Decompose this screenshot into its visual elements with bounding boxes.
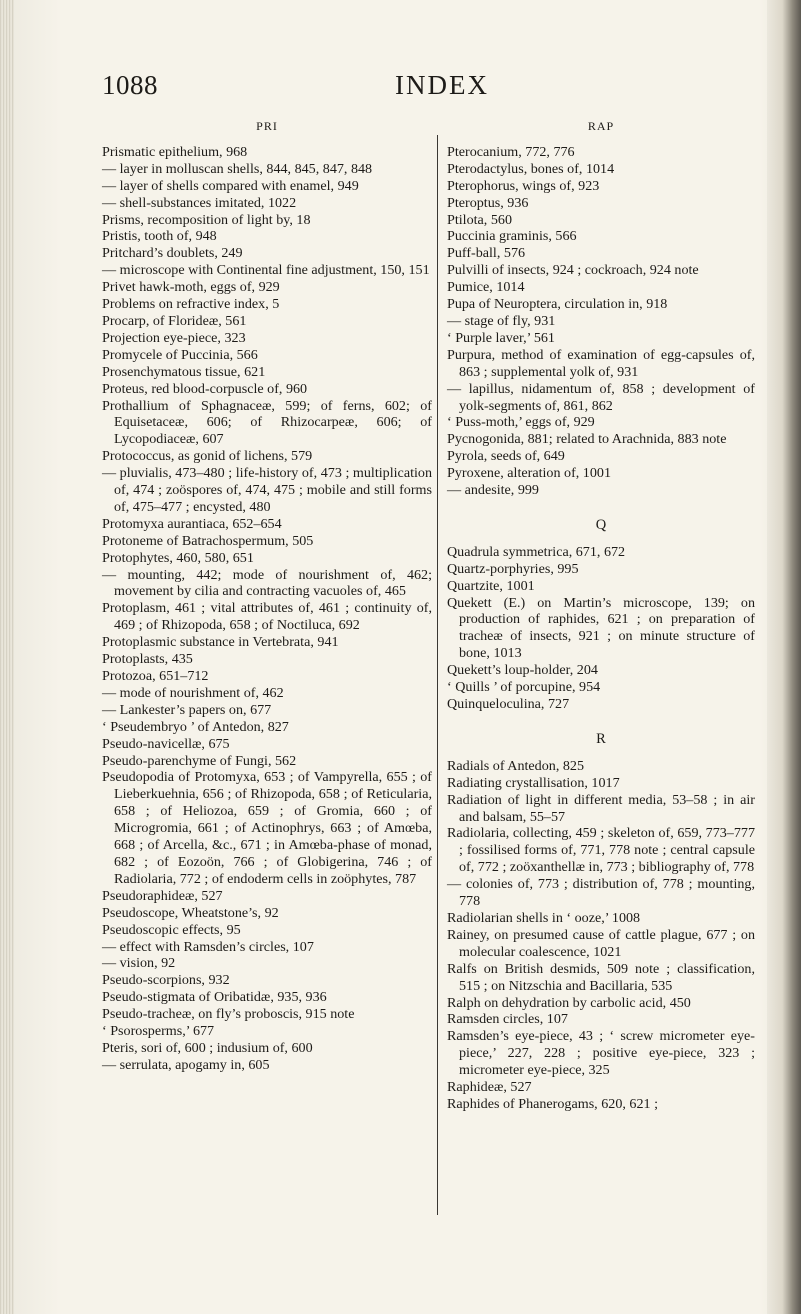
index-entry: — andesite, 999 [447,482,539,499]
column-divider [437,135,438,1215]
index-entry: Promycele of Puccinia, 566 [102,346,258,363]
index-entry: Protozoa, 651–712 [102,668,209,684]
index-entry: Protophytes, 460, 580, 651 [102,549,254,566]
index-entry: Pseudopodia of Protomyxa, 653 ; of Vampyrella, 655 ; of Lieberkuehnia, 656 ; of Rhizopoda, 658 ; of Reticularia, 658 ; of Heliozoa, 659 ; of Gromia, 660 ; of Microgromia, 661 ; of Actinophrys, 663 ; of Amœba, 668 ; of Arcella, &c., 671 ; in Amœba-phase of monad, 682 ; of Eozoön, 766 ; of Globigerina, 746 ; of Radiolaria, 772 ; of endoderm cells in zoöphytes, 787 [102,769,432,887]
index-entry: Quekett (E.) on Martin’s microscope, 139; on production of raphides, 621 ; on preparation of tracheæ of insects, 921 ; on minute structure of bone, 1013 [447,594,755,662]
index-entry: Ramsden’s eye-piece, 43 ; ‘ screw micrometer eye-piece,’ 227, 228 ; positive eye-piece, 323 ; micrometer eye-piece, 325 [447,1028,755,1079]
index-entry: Ramsden circles, 107 [447,1011,568,1028]
q-entry-list [447,544,755,713]
index-entry: Pteris, sori of, 600 ; indusium of, 600 [102,1039,313,1056]
index-entry: Pycnogonida, 881; related to Arachnida, 883 note [447,431,727,448]
index-entry: — vision, 92 [102,955,176,972]
left-guide-word: PRI [256,119,278,133]
index-entry: Pseudo-scorpions, 932 [102,972,230,989]
r-entry-list [447,758,755,1113]
index-entry: Radiation of light in different media, 53–58 ; in air and balsam, 55–57 [447,791,755,825]
index-entry: Problems on refractive index, 5 [102,296,280,313]
index-entry: — pluvialis, 473–480 ; life-history of, 473 ; multiplication of, 474 ; zoöspores of, 474, 475 ; mobile and still forms of, 475–477 ; encysted, 480 [102,465,432,515]
index-entry: Raphideæ, 527 [447,1079,532,1096]
index-entry: Pristis, tooth of, 948 [102,228,217,245]
index-entry: — shell-substances imitated, 1022 [102,194,297,211]
index-entry: Prothallium of Sphagnaceæ, 599; of ferns, 602; of Equisetaceæ, 606; of Rhizocarpeæ, 606; of Lycopodiaceæ, 607 [102,397,432,448]
left-entry-list [102,144,432,1074]
index-entry: Privet hawk-moth, eggs of, 929 [102,279,280,296]
index-entry: Puff-ball, 576 [447,245,526,262]
index-entry: Protoplasm, 461 ; vital attributes of, 461 ; continuity of, 469 ; of Rhizopoda, 658 ; of Noctiluca, 692 [102,600,432,634]
index-entry: Pseudo-tracheæ, on fly’s proboscis, 915 note [102,1006,355,1023]
index-entry: Procarp, of Florideæ, 561 [102,312,247,329]
section-letter-r: R [596,730,606,747]
index-entry: Proteus, red blood-corpuscle of, 960 [102,380,308,397]
index-entry: — lapillus, nidamentum of, 858 ; development of yolk-segments of, 861, 862 [447,380,755,414]
index-entry: — effect with Ramsden’s circles, 107 [102,938,314,955]
index-entry: Pritchard’s doublets, 249 [102,245,243,262]
index-entry: Pupa of Neuroptera, circulation in, 918 [447,296,668,313]
index-entry: Projection eye-piece, 323 [102,329,246,346]
index-entry: — serrulata, apogamy in, 605 [102,1056,270,1073]
index-entry: Prisms, recomposition of light by, 18 [102,211,311,228]
index-entry: Radiating crystallisation, 1017 [447,774,620,791]
right-guide-word: RAP [587,119,615,133]
index-entry: Raphides of Phanerogams, 620, 621 ; [447,1095,658,1112]
page-edge-shadow [767,0,801,1314]
index-entry: — layer in molluscan shells, 844, 845, 847, 848 [102,160,373,177]
index-entry: Radiolarian shells in ‘ ooze,’ 1008 [447,909,641,926]
index-entry: Protoplasmic substance in Vertebrata, 941 [102,634,339,651]
index-entry: ‘ Psorosperms,’ 677 [102,1023,215,1040]
index-entry: Ralph on dehydration by carbolic acid, 450 [447,994,691,1011]
index-entry: Protoplasts, 435 [102,651,193,668]
index-entry: ‘ Puss-moth,’ eggs of, 929 [447,414,595,431]
index-entry: Protomyxa aurantiaca, 652–654 [102,515,282,532]
index-entry: ‘ Quills ’ of porcupine, 954 [447,679,601,696]
index-entry: Purpura, method of examination of egg-capsules of, 863 ; supplemental yolk of, 931 [447,346,755,380]
index-entry: Pseudo-navicellæ, 675 [102,735,230,752]
index-entry: Prosenchymatous tissue, 621 [102,363,266,380]
index-entry: Pteroptus, 936 [447,194,529,211]
index-entry: — colonies of, 773 ; distribution of, 778 ; mounting, 778 [447,876,755,910]
index-entry: Pseudoraphideæ, 527 [102,887,223,904]
index-entry: Pterodactylus, bones of, 1014 [447,160,615,177]
index-entry: Quinqueloculina, 727 [447,696,570,712]
right-column [447,118,755,1113]
section-letter-q: Q [595,516,607,533]
index-entry: Quadrula symmetrica, 671, 672 [447,543,626,560]
index-entry: Quartz-porphyries, 995 [447,560,579,577]
index-entry: Pterocanium, 772, 776 [447,143,575,160]
index-entry: Pyroxene, alteration of, 1001 [447,465,611,482]
index-entry: — Lankester’s papers on, 677 [102,701,272,718]
running-head: INDEX [395,70,489,100]
index-entry: ‘ Pseudembryo ’ of Antedon, 827 [102,718,289,735]
index-entry: Pyrola, seeds of, 649 [447,448,565,465]
index-entry: Quekett’s loup-holder, 204 [447,662,598,679]
index-entry: Pseudo-parenchyme of Fungi, 562 [102,752,297,769]
index-entry: — mode of nourishment of, 462 [102,684,284,701]
index-entry: Protoneme of Batrachospermum, 505 [102,532,314,549]
index-entry: ‘ Purple laver,’ 561 [447,329,555,346]
page-header [0,70,801,110]
index-entry: Ralfs on British desmids, 509 note ; classification, 515 ; on Nitzschia and Bacillaria, 535 [447,960,755,994]
index-entry: Radiolaria, collecting, 459 ; skeleton of, 659, 773–777 ; fossilised forms of, 771, 778 note ; central capsule of, 772 ; zoöxanthellæ in, 773 ; bibliography of, 778 [447,825,755,876]
page-gutter-shadow [0,0,14,1314]
index-entry: Pterophorus, wings of, 923 [447,177,600,194]
index-entry: Pseudoscopic effects, 95 [102,921,241,938]
index-entry: — mounting, 442; mode of nourishment of, 462; movement by cilia and contracting vacuoles of, 465 [102,566,432,600]
index-entry: Puccinia graminis, 566 [447,228,577,245]
right-entry-list [447,144,755,499]
index-entry: — microscope with Continental fine adjustment, 150, 151 [102,262,430,279]
index-entry: Pulvilli of insects, 924 ; cockroach, 924 note [447,262,699,279]
index-entry: Pseudoscope, Wheatstone’s, 92 [102,904,279,921]
index-entry: Radials of Antedon, 825 [447,757,585,774]
left-column [102,118,432,1074]
index-entry: Rainey, on presumed cause of cattle plague, 677 ; on molecular coalescence, 1021 [447,926,755,960]
page-number: 1088 [102,70,158,100]
index-entry: Pseudo-stigmata of Oribatidæ, 935, 936 [102,989,327,1006]
index-entry: Pumice, 1014 [447,279,525,296]
index-entry: Prismatic epithelium, 968 [102,143,248,160]
index-entry: — layer of shells compared with enamel, 949 [102,177,359,194]
index-entry: Protococcus, as gonid of lichens, 579 [102,448,313,465]
index-entry: Ptilota, 560 [447,211,512,228]
index-entry: Quartzite, 1001 [447,577,535,594]
index-entry: — stage of fly, 931 [447,312,556,329]
